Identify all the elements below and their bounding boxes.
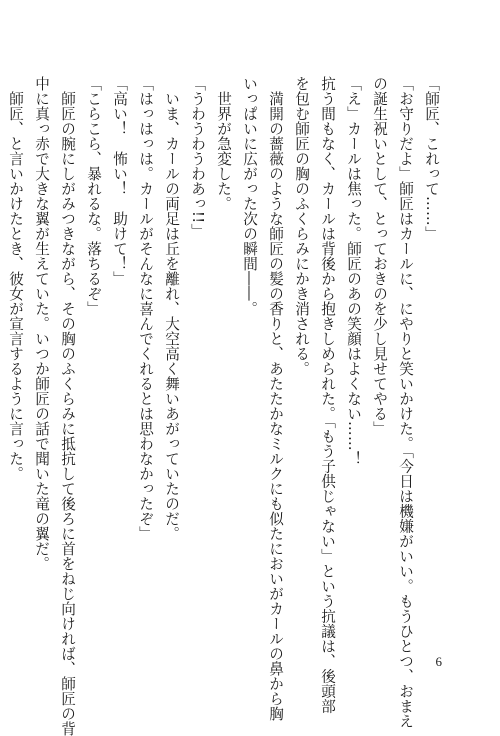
text-line: 「うわうわうわあっ!!」 — [189, 76, 206, 239]
text-line: いっぱいに広がった次の瞬間――。 — [241, 76, 258, 316]
text-line: 抗う間もなく、カールは背後から抱きしめられた。「もう子供じゃない」という抗議は、後頭部 — [319, 76, 336, 714]
text-line: を包む師匠の胸のふくらみにかき消される。 — [293, 76, 310, 376]
text-line: 「高い！ 怖い！ 助けて！」 — [111, 76, 128, 286]
text-line: 満開の薔薇のような師匠の髪の香りと、あたたかなミルクにも似たにおいがカールの鼻から胸 — [267, 90, 284, 721]
text-line: 世界が急変した。 — [215, 90, 232, 211]
text-line: 「師匠、これって……」 — [423, 76, 440, 241]
text-line: の誕生祝いとして、とっておきのを少し見せてやる」 — [371, 76, 388, 436]
page-number: 6 — [435, 654, 442, 669]
text-line: 中に真っ赤で大きな翼が生えていた。いつか師匠の話で聞いた竜の翼だ。 — [33, 76, 50, 571]
vertical-text-body — [2, 76, 444, 736]
text-line: 師匠、と言いかけたとき、彼女が宣言するように言った。 — [7, 90, 24, 481]
text-line: いま、カールの両足は丘を離れ、大空高く舞いあがっていたのだ。 — [163, 90, 180, 541]
text-line: 師匠の腕にしがみつきながら、その胸のふくらみに抵抗して後ろに首をねじ向ければ、師匠の背 — [59, 90, 76, 736]
text-line: 「え」カールは焦った。師匠のあの笑顔はよくない……！ — [345, 76, 362, 466]
text-line: 「こらこら、暴れるな。落ちるぞ」 — [85, 76, 102, 316]
text-line: 「お守りだよ」師匠はカールに、にやりと笑いかけた。「今日は機嫌がいい。もうひとつ、おまえ — [397, 76, 414, 729]
text-line: 「はっはっは。カールがそんなに喜んでくれるとは思わなかったぞ」 — [137, 76, 154, 541]
